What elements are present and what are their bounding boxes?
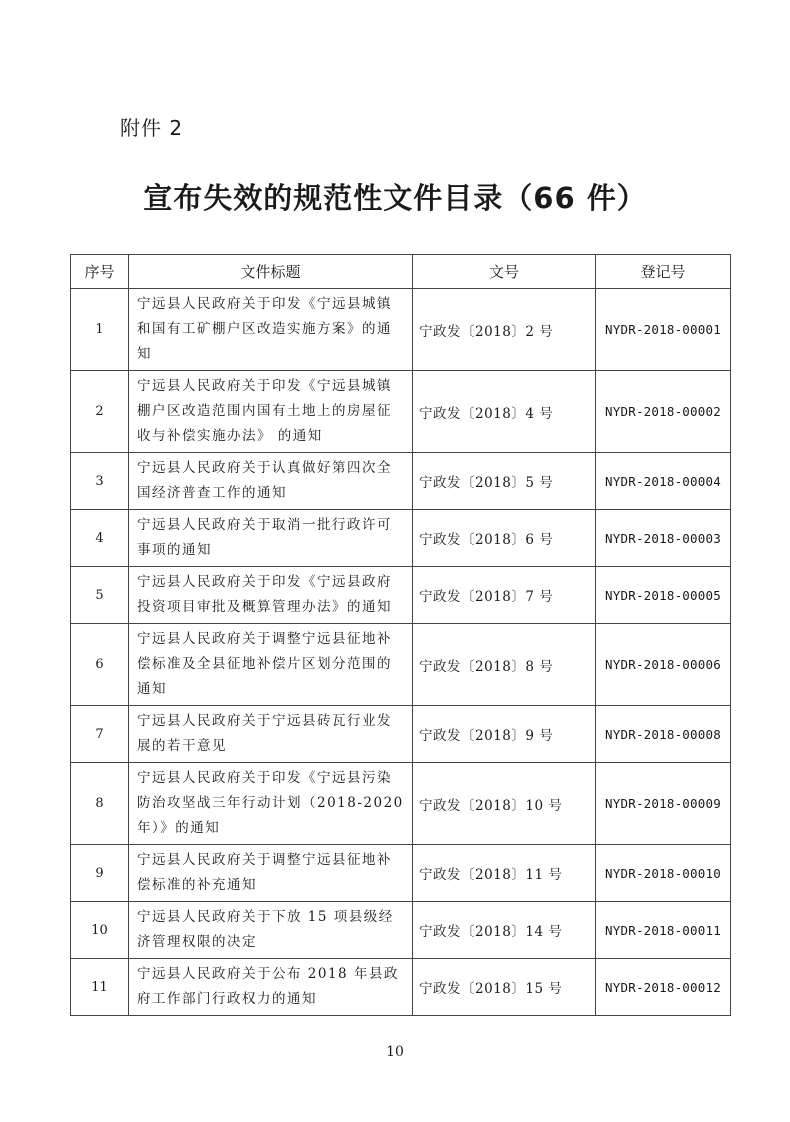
invalid-documents-table — [70, 254, 731, 1016]
row-registration-number: NYDR-2018-00009 — [596, 763, 731, 845]
row-no: 10 — [71, 902, 129, 959]
header-no: 序号 — [71, 255, 129, 289]
row-registration-number: NYDR-2018-00002 — [596, 371, 731, 453]
row-no: 8 — [71, 763, 129, 845]
row-doc-number: 宁政发〔2018〕15 号 — [413, 959, 596, 1016]
row-no: 2 — [71, 371, 129, 453]
header-doc-number: 文号 — [413, 255, 596, 289]
row-title: 宁远县人民政府关于印发《宁远县城镇棚户区改造范围内国有土地上的房屋征收与补偿实施办法》 的通知 — [129, 371, 413, 453]
table-row — [71, 453, 731, 510]
row-doc-number: 宁政发〔2018〕6 号 — [413, 510, 596, 567]
row-registration-number: NYDR-2018-00006 — [596, 624, 731, 706]
row-no: 7 — [71, 706, 129, 763]
table-row — [71, 959, 731, 1016]
row-doc-number: 宁政发〔2018〕4 号 — [413, 371, 596, 453]
table-row — [71, 706, 731, 763]
table-row — [71, 624, 731, 706]
row-no: 4 — [71, 510, 129, 567]
table-row — [71, 845, 731, 902]
row-no: 9 — [71, 845, 129, 902]
table-row — [71, 371, 731, 453]
row-registration-number: NYDR-2018-00003 — [596, 510, 731, 567]
row-doc-number: 宁政发〔2018〕8 号 — [413, 624, 596, 706]
table-row — [71, 567, 731, 624]
row-title: 宁远县人民政府关于认真做好第四次全国经济普查工作的通知 — [129, 453, 413, 510]
row-no: 5 — [71, 567, 129, 624]
attachment-label: 附件 2 — [120, 116, 184, 140]
table-row — [71, 763, 731, 845]
row-title: 宁远县人民政府关于调整宁远县征地补偿标准及全县征地补偿片区划分范围的通知 — [129, 624, 413, 706]
page-number: 10 — [386, 1044, 404, 1060]
row-title: 宁远县人民政府关于公布 2018 年县政府工作部门行政权力的通知 — [129, 959, 413, 1016]
row-registration-number: NYDR-2018-00011 — [596, 902, 731, 959]
row-title: 宁远县人民政府关于印发《宁远县污染防治攻坚战三年行动计划（2018-2020 年）》的通知 — [129, 763, 413, 845]
row-title: 宁远县人民政府关于取消一批行政许可事项的通知 — [129, 510, 413, 567]
row-registration-number: NYDR-2018-00004 — [596, 453, 731, 510]
header-title: 文件标题 — [129, 255, 413, 289]
row-registration-number: NYDR-2018-00001 — [596, 289, 731, 371]
row-no: 11 — [71, 959, 129, 1016]
table-row — [71, 510, 731, 567]
table-header-row — [71, 255, 731, 289]
row-registration-number: NYDR-2018-00012 — [596, 959, 731, 1016]
row-doc-number: 宁政发〔2018〕2 号 — [413, 289, 596, 371]
row-doc-number: 宁政发〔2018〕10 号 — [413, 763, 596, 845]
row-registration-number: NYDR-2018-00008 — [596, 706, 731, 763]
row-title: 宁远县人民政府关于宁远县砖瓦行业发展的若干意见 — [129, 706, 413, 763]
row-no: 6 — [71, 624, 129, 706]
row-doc-number: 宁政发〔2018〕11 号 — [413, 845, 596, 902]
document-title: 宣布失效的规范性文件目录（66 件） — [143, 181, 647, 215]
row-doc-number: 宁政发〔2018〕7 号 — [413, 567, 596, 624]
row-title: 宁远县人民政府关于调整宁远县征地补偿标准的补充通知 — [129, 845, 413, 902]
table-row — [71, 902, 731, 959]
row-title: 宁远县人民政府关于印发《宁远县政府投资项目审批及概算管理办法》的通知 — [129, 567, 413, 624]
header-registration-number: 登记号 — [596, 255, 731, 289]
row-title: 宁远县人民政府关于印发《宁远县城镇和国有工矿棚户区改造实施方案》的通知 — [129, 289, 413, 371]
row-doc-number: 宁政发〔2018〕14 号 — [413, 902, 596, 959]
row-doc-number: 宁政发〔2018〕5 号 — [413, 453, 596, 510]
row-registration-number: NYDR-2018-00005 — [596, 567, 731, 624]
table-row — [71, 289, 731, 371]
row-doc-number: 宁政发〔2018〕9 号 — [413, 706, 596, 763]
row-no: 3 — [71, 453, 129, 510]
row-no: 1 — [71, 289, 129, 371]
row-registration-number: NYDR-2018-00010 — [596, 845, 731, 902]
row-title: 宁远县人民政府关于下放 15 项县级经济管理权限的决定 — [129, 902, 413, 959]
